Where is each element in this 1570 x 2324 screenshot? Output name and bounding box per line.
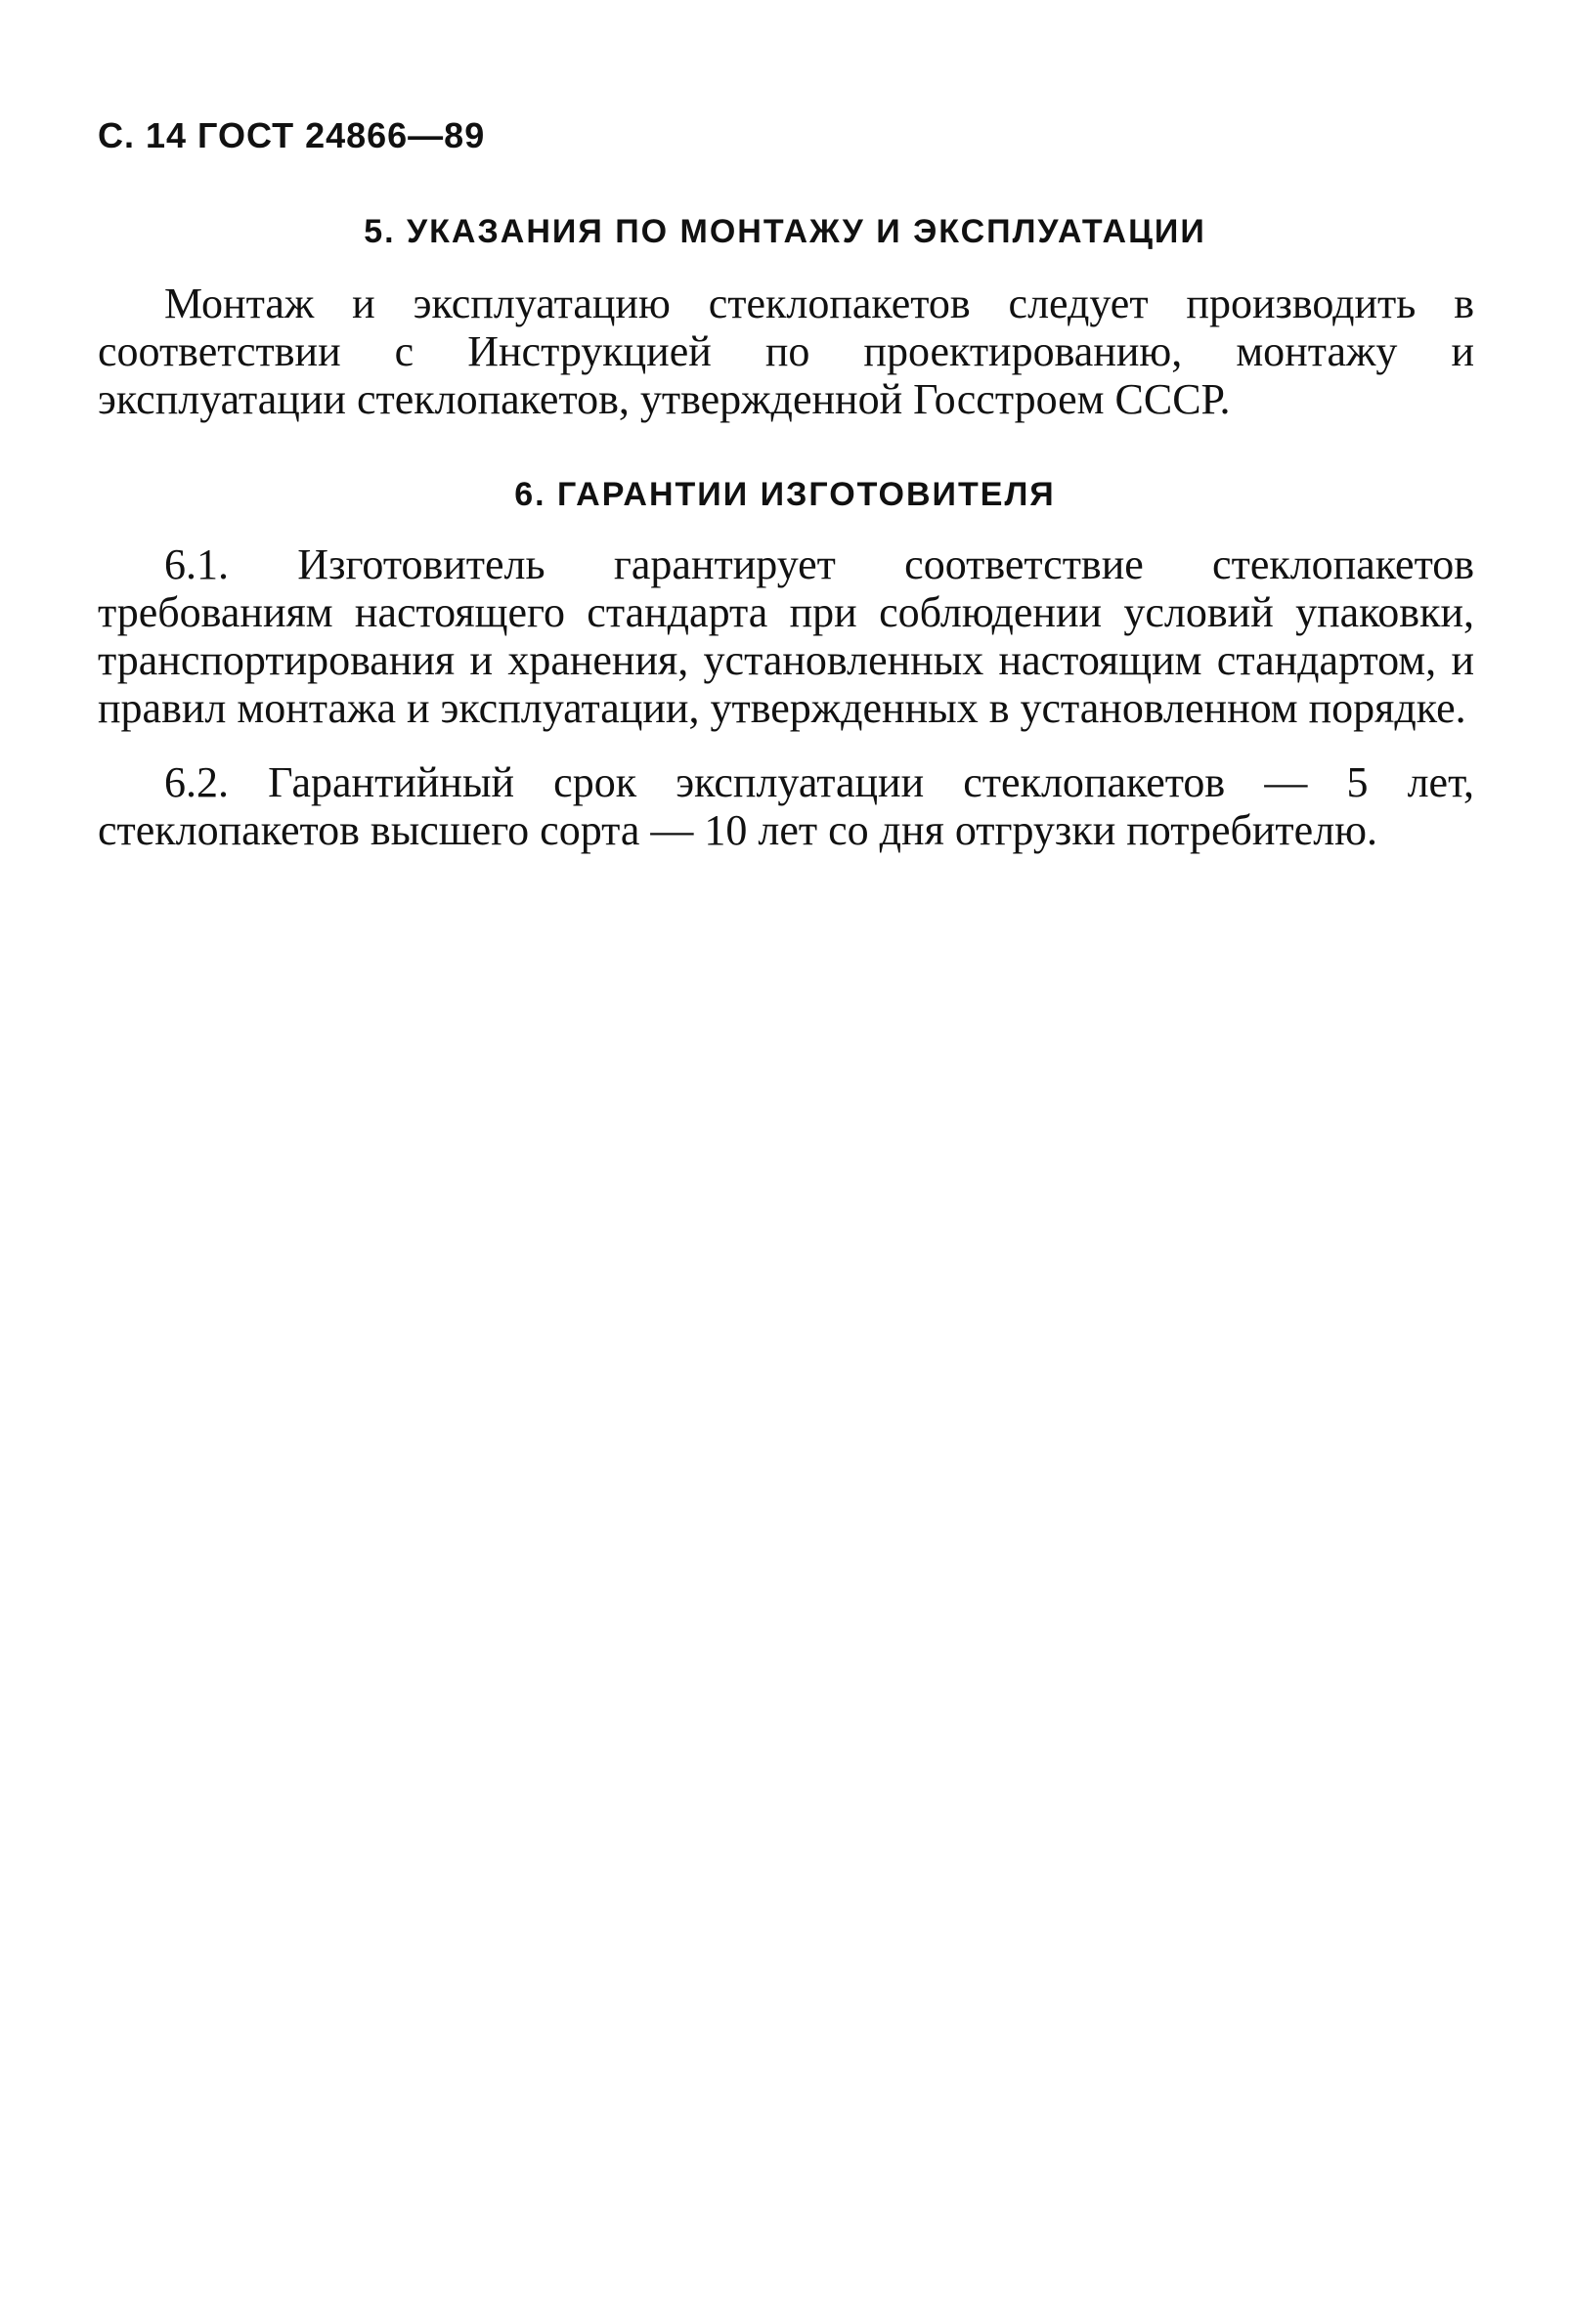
section-5-heading: 5. УКАЗАНИЯ ПО МОНТАЖУ И ЭКСПЛУАТАЦИИ: [364, 213, 1206, 250]
section-6-heading: 6. ГАРАНТИИ ИЗГОТОВИТЕЛЯ: [514, 476, 1056, 513]
paragraph-6-2: 6.2. Гарантийный срок эксплуатации стеклопакетов — 5 лет, стеклопакетов высшего сорта — 10 лет со дня отгрузки потребителю.: [98, 758, 1474, 854]
page-header: С. 14 ГОСТ 24866—89: [98, 115, 486, 155]
section-5-paragraph: Монтаж и эксплуатацию стеклопакетов следует производить в соответствии с Инструкцией по проектированию, монтажу и эксплуатации стеклопакетов, утвержденной Госстроем СССР.: [98, 280, 1474, 423]
paragraph-6-1: 6.1. Изготовитель гарантирует соответствие стеклопакетов требованиям настоящего стандарта при соблюдении условий упаковки, транспортирования и хранения, установленных настоящим стандартом, и правил монтажа и эксплуатации, утвержденных в установленном порядке.: [98, 540, 1474, 732]
